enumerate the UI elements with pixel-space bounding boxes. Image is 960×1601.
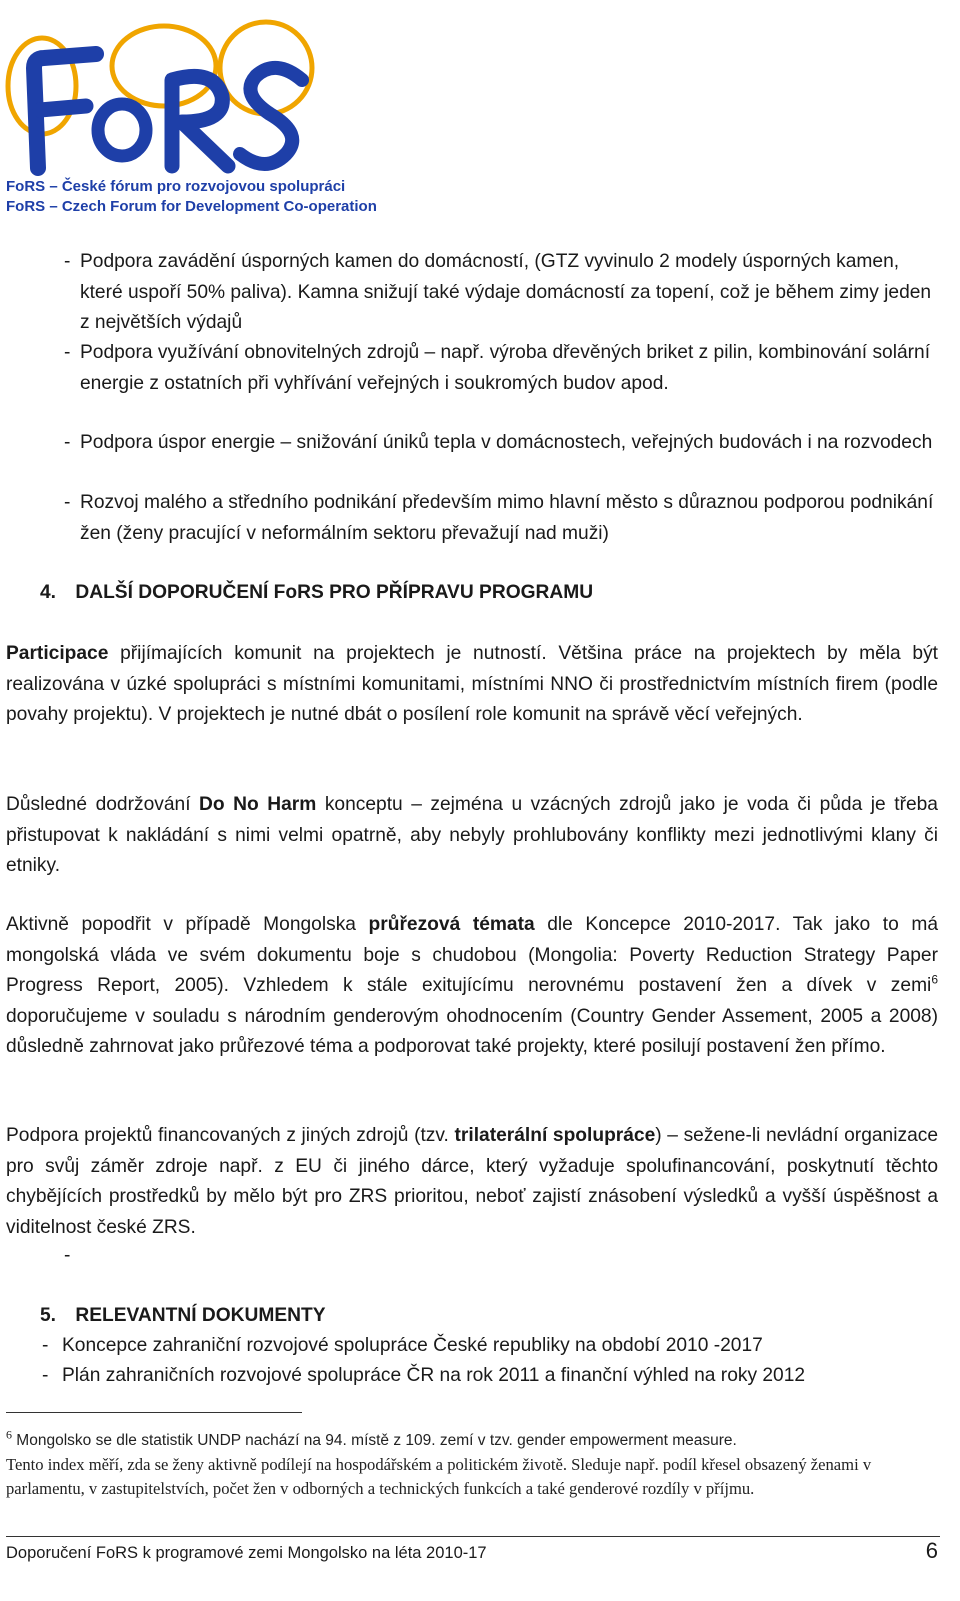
bold-term: Participace [6,643,109,664]
bold-term: Do No Harm [199,794,317,815]
document-title: Koncepce zahraniční rozvojové spolupráce České republiky na období 2010 -2017 [62,1335,763,1356]
footnote-text: Tento index měří, zda se ženy aktivně podílejí na hospodářském a politickém životě. Sleduje např. podíl křesel obsazený ženami v parlamentu, v zastupitelstvích, počet žen v odborných a technických funkcích a také genderové rozdíly v příjmu. [6,1455,872,1498]
bullet-text: Podpora úspor energie – snižování úniků tepla v domácnostech, veřejných budovách i na rozvodech [80,432,933,453]
org-name-en: FoRS – Czech Forum for Development Co-operation [6,198,377,215]
bullet-item [64,428,940,459]
bullet-dash: - [42,1335,49,1356]
footnote-number: 6 [6,1427,12,1442]
page-number: 6 [925,1538,938,1563]
bullet-dash: - [64,342,71,363]
document-list-item [42,1361,942,1392]
bullet-item [64,247,940,339]
bullet-text: Podpora využívání obnovitelných zdrojů – např. výroba dřevěných briket z pilin, kombinování solární energie z ostatních při vyhřívání veřejných i soukromých budov apod. [80,342,931,394]
footer-separator [6,1536,940,1537]
logo-ring-center [112,26,216,106]
logo-letter-s [240,68,302,164]
document-title: Plán zahraničních rozvojové spolupráce ČR na rok 2011 a finanční výhled na roky 2012 [62,1365,806,1386]
paragraph-text: konceptu – zejména u vzácných zdrojů jako je voda či půda je třeba přistupovat k nakládání s nimi velmi opatrně, aby nebyly prohlubovány konflikty mezi jednotlivými klany či etniky. [6,794,938,876]
footnote [6,1428,940,1501]
paragraph-trilateral [6,1121,938,1243]
fors-logo [4,18,324,178]
paragraph-cross-cutting [6,910,938,1063]
stray-dash: - [64,1245,71,1266]
footnote-line1: Mongolsko se dle statistik UNDP nachází na 94. místě z 109. zemí v tzv. gender empowerment measure. [12,1432,737,1449]
document-list-item [42,1331,942,1362]
paragraph-text: Podpora projektů financovaných z jiných zdrojů (tzv. [6,1125,455,1146]
org-name-cz: FoRS – České fórum pro rozvojovou spolupráci [6,178,346,195]
paragraph-text: Aktivně popodřit v případě Mongolska [6,914,369,935]
footer-title: Doporučení FoRS k programové zemi Mongolsko na léta 2010-17 [6,1544,487,1562]
paragraph-text: Důsledné dodržování [6,794,200,815]
bullet-dash: - [64,492,71,513]
bold-term: trilaterální spolupráce [454,1125,656,1146]
paragraph-text: ) – sežene-li nevládní organizace pro svůj záměr zdroje např. z EU či jiného dárce, který vyžaduje spolufinancování, poskytnutí těchto chybějících prostředků by mělo být pro ZRS prioritou, neboť zajistí znásobení výsledků a vyšší úspěšnost a viditelnost české ZRS. [6,1125,939,1238]
paragraph-text: dle Koncepce 2010-2017. Tak jako to má mongolská vláda ve svém dokumentu boje s chudobou (Mongolia: Poverty Reduction Strategy Paper Progress Report, 2005). Vzhledem k stále exitujícímu nerovnému postavení žen a dívek v zemi [6,914,939,996]
paragraph-participation [6,639,938,731]
footnote-ref[interactable]: 6 [931,972,938,987]
section-heading-5 [40,1301,326,1331]
paragraph-text: doporučujeme v souladu s národním genderovým ohodnocením (Country Gender Assement, 2005 a 2008) důsledně zahrnovat jako průřezové téma a podporovat také projekty, které posilují postavení žen přímo. [6,1005,938,1057]
logo-letter-o [98,104,146,156]
section-number: 5. [40,1305,57,1326]
bullet-text: Rozvoj malého a středního podnikání především mimo hlavní město s důraznou podporou podnikání žen (ženy pracující v neformálním sektoru převažují nad muži) [80,492,934,544]
bullet-dash: - [64,251,71,272]
bullet-dash: - [64,432,71,453]
logo-letter-r [172,76,228,166]
bullet-item [64,338,940,399]
paragraph-text: přijímajících komunit na projektech je nutností. Většina práce na projektech by měla být realizována v úzké spolupráci s místními komunitami, místními NNO či prostřednictvím místních firem (podle povahy projektu). V projektech je nutné dbát o posílení role komunit na správě věcí veřejných. [6,643,938,725]
bold-term: průřezová témata [368,914,535,935]
bullet-item [64,488,940,549]
section-heading-4 [40,578,593,608]
bullet-text: Podpora zavádění úsporných kamen do domácností, (GTZ vyvinulo 2 modely úsporných kamen, které uspoří 50% paliva). Kamna snižují také výdaje domácností za topení, což je během zimy jeden z největších výdajů [80,251,932,333]
section-number: 4. [40,582,57,603]
section-title: DALŠÍ DOPORUČENÍ FoRS PRO PŘÍPRAVU PROGRAMU [75,582,594,603]
paragraph-do-no-harm [6,790,938,882]
section-title: RELEVANTNÍ DOKUMENTY [75,1305,326,1326]
footnote-separator [6,1412,302,1413]
bullet-dash: - [42,1365,49,1386]
